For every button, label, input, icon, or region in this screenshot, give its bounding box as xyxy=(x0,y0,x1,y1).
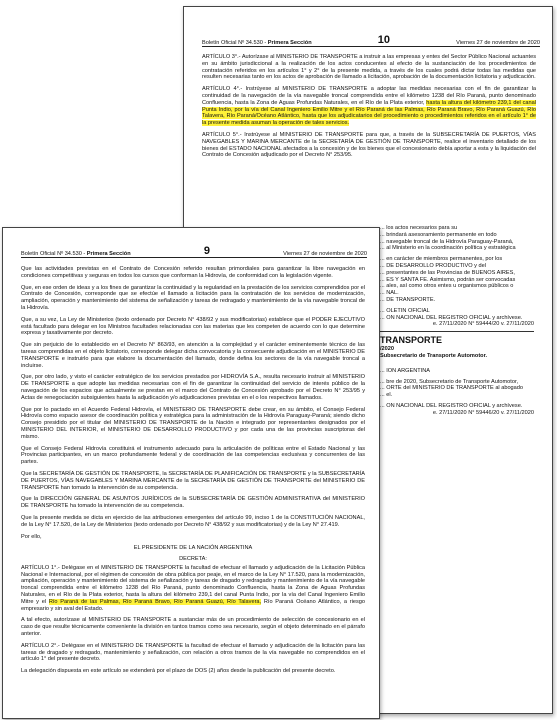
front-page xyxy=(2,227,380,719)
publication-date: Viernes 27 de noviembre de 2020 xyxy=(456,40,540,46)
paragraph: Que el Consejo Federal Hidrovía constituirá el instrumento adecuado para la articulación de políticas entre el Estado Nacional y las Provincias participantes, en un marco profundamente federal y de coordinación de las competencias exclusivas y concurrentes de las partes. xyxy=(21,445,365,466)
paragraph: Que las actividades previstas en el Contrato de Concesión referido resultan primordiales para garantizar la libre navegación en condiciones competitivas y seguras en todos los cursos que conforman la Hidrovía, de conformidad con la legislación vigente. xyxy=(21,266,365,279)
publication-name: Boletín Oficial Nº 34.530 xyxy=(202,40,263,46)
publication-name: Boletín Oficial Nº 34.530 xyxy=(21,251,82,257)
article-2: ARTÍCULO 2°.- Delégase en el MINISTERIO DE TRANSPORTE la facultad de efectuar el llamado y adjudicación de la licitación para las tareas de dragado y redragado, mantenimiento y señalización, con relación a otros tramos de la vía navegable no comprendidos en el artículo 1° del presente decreto. xyxy=(21,642,365,663)
highlighted-text: Río Paraná de las Palmas, Río Paraná Bravo, Río Paraná Guazú, Río Talavera, xyxy=(48,598,262,605)
paragraph: Que por lo pactado en el Acuerdo Federal Hidrovía, el MINISTERIO DE TRANSPORTE debe crear, en su ámbito, el Consejo Federal Hidrovía como espacio asesor de coordinación política y estratégica para la administración de la Hidrovía Paraguay-Paraná; siendo dicho Consejo presidido por el titular del MINISTERIO DE TRANSPORTE de la Nación e integrado por representantes designados por el MINISTERIO DEL INTERIOR, el MINISTERIO DE DESARROLLO PRODUCTIVO y por cada una de las provincias suscriptoras del mismo. xyxy=(21,406,365,440)
article-5: ARTÍCULO 5°.- Instrúyese al MINISTERIO DE TRANSPORTE para que, a través de la SUBSECRETARÍA DE PUERTOS, VÍAS NAVEGABLES Y MARINA MERCANTE de la SECRETARÍA DE GESTIÓN DE TRANSPORTE, realice el inventario detallado de los bienes del ESTADO NACIONAL afectados a la concesión y de los bienes que el concesionario debía aportar a esta y la liquidación del Contrato de Concesión adjudicado por el Decreto N° 253/95. xyxy=(202,131,536,159)
article-1: ARTÍCULO 1°.- Delégase en el MINISTERIO DE TRANSPORTE la facultad de efectuar el llamado y adjudicación de la Licitación Pública Nacional e Internacional, por el régimen de concesión de obra pública por peaje, en el marco de la Ley N° 17.520, para la modernización, ampliación, operación y mantenimiento del sistema de señalización y tareas de dragado y redragado y mantenimiento de la vía navegable troncal comprendida entre el kilómetro 1238 del Río Paraná, punto denominado Confluencia, hasta la Zona de Aguas Profundas Naturales, en el Río de la Plata exterior, hasta la altura del kilómetro 239,1 del canal Punta Indio, por la vía del Canal Ingeniero Emilio Mitre y el Río Paraná de las Palmas, Río Paraná Bravo, Río Paraná Guazú, Río Talavera, Río Paraná Océano Atlántico, a riesgo empresario y sin aval del Estado. xyxy=(21,564,365,612)
paragraph: Que la DIRECCIÓN GENERAL DE ASUNTOS JURÍDICOS de la SUBSECRETARÍA DE GESTIÓN ADMINISTRATIVA del MINISTERIO DE TRANSPORTE ha tomado la intervención de su competencia. xyxy=(21,496,365,510)
paragraph: Que la presente medida se dicta en ejercicio de las atribuciones emergentes del artículo 99, inciso 1 de la CONSTITUCIÓN NACIONAL, de la Ley N° 17.520, de la Ley de Ministerios (texto ordenado por Decreto N° 438/92 y sus modificatorias) y de la Ley N° 27.419. xyxy=(21,514,365,528)
article-3: ARTÍCULO 3°.- Autorízase al MINISTERIO DE TRANSPORTE a instruir a las empresas y entes del Sector Público Nacional actuantes en su ámbito jurisdiccional a la realización de los actos conducentes al efecto de la sustanciación de los procedimientos de contratación referidos en los artículos 1° y 2° de la presente medida, a través de los cuales podrá dictar todas las medidas que resulten necesarias tanto en los actos de aprobación de llamado a licitación, aprobación de la documentación licitatoria y adjudicación. xyxy=(202,54,536,81)
page-number: 9 xyxy=(203,245,210,257)
paragraph: Que, por otro lado, y visto el carácter estratégico de los servicios prestados por HIDROVÍA S.A., resulta necesario instruir al MINISTERIO DE TRANSPORTE a que adopte las medidas necesarias con el fin de garantizar la continuidad del servicio de interés público de la navegación de los espacios que actualmente se prestan en el marco del Contrato de Concesión aprobado por el Decreto N° 253/95 y Actas de renegociación subsiguientes hasta la adjudicación y/o adjudicaciones previstas en el o los respectivos llamados. xyxy=(21,374,365,401)
decreta-heading: DECRETA: xyxy=(179,556,207,563)
publication-date: Viernes 27 de noviembre de 2020 xyxy=(283,251,367,257)
paragraph: La delegación dispuesta en este artículo se extenderá por el plazo de DOS (2) años desde la publicación del presente decreto. xyxy=(21,668,336,675)
paragraph: Por ello, xyxy=(21,533,42,540)
paragraph: A tal efecto, autorízase al MINISTERIO DE TRANSPORTE a sustanciar más de un procedimiento de selección de concesionario en el caso de que resulte técnicamente conveniente la división en tantos tramos como sea necesario, según el objeto determinado en el párrafo anterior. xyxy=(21,617,365,638)
president-heading: EL PRESIDENTE DE LA NACIÓN ARGENTINA xyxy=(133,545,253,552)
paragraph: Que, a su vez, La Ley de Ministerios (texto ordenado por Decreto N° 438/92 y sus modificatorias) establece que el PODER EJECUTIVO está facultado para delegar en los Ministros facultades relacionadas con las materias que les competen de acuerdo con lo que determine expresa y taxativamente por decreto. xyxy=(21,316,365,337)
highlighted-text: hasta la altura del kilómetro 239,1 del canal Punta Indio, por la vía del Canal Ingeniero Emilio Mitre y el Río Paraná de las Palmas, Río Paraná Bravo, Río Paraná Guazú, Río Talavera, Río Paraná/Océano Atlántico, hasta que los adjudicatarios del procedimiento o procedimientos referidos en el artículo 1° de la presente medida asuman la operación de tales servicios. xyxy=(202,99,536,127)
section-name: Primera Sección xyxy=(86,251,131,257)
page-header: Boletín Oficial Nº 34.530 - Primera Sección 9 Viernes 27 de noviembre de 2020 xyxy=(21,242,367,258)
section-name: Primera Sección xyxy=(267,40,312,46)
page-body xyxy=(21,266,365,680)
paragraph: Que, en ese orden de ideas y a los fines de garantizar la continuidad y la regularidad en la prestación de los servicios comprendidos por el Contrato de Concesión, corresponde que se efectúe el llamado a licitación para la contratación de los servicios de modernización, ampliación, operación y mantenimiento del sistema de señalización y tareas de redragado y mantenimiento de la vía navegable troncal de la Hidrovía. xyxy=(21,284,365,311)
divider xyxy=(380,331,534,332)
page-number: 10 xyxy=(377,34,390,46)
page-header: Boletín Oficial Nº 34.530 - Primera Sección 10 Viernes 27 de noviembre de 2020 xyxy=(202,31,540,47)
article-4: ARTÍCULO 4°.- Instrúyese al MINISTERIO DE TRANSPORTE a adoptar las medidas necesarias con el fin de garantizar la continuidad de la navegación de la vía navegable troncal comprendida entre el kilómetro 1238 del Río Paraná, punto denominado Confluencia, hasta la Zona de Aguas Profundas Naturales, en el Río de la Plata exterior, hasta la altura del kilómetro 239,1 del canal Punta Indio, por la vía del Canal Ingeniero Emilio Mitre y el Río Paraná de las Palmas, Río Paraná Bravo, Río Paraná Guazú, Río Talavera, Río Paraná/Océano Atlántico, hasta que los adjudicatarios del procedimiento o procedimientos referidos en el artículo 1° de la presente medida asuman la operación de tales servicios. xyxy=(202,86,536,127)
paragraph: Que sin perjuicio de lo establecido en el Decreto N° 863/93, en atención a la complejidad y el carácter eminentemente técnico de las tareas comprendidas en el objeto licitatorio, corresponde delegar dicha convocatoria y la consecuente adjudicación en el MINISTERIO DE TRANSPORTE e instruirlo para que elabore la documentación del llamado, donde defina los sectores de la vía navegable troncal a incluirse. xyxy=(21,342,365,369)
page-body xyxy=(202,54,536,164)
publication-reference: e. 27/11/2020 N° 59446/20 v. 27/11/2020 xyxy=(432,409,534,416)
right-column: ... los actos necesarios para su ... brindará asesoramiento permanente en todo ... navegable troncal de la Hidrovía Paraguay-Paraná, ... al Ministerio en la coordinación política y estratégica ... en carácter de miembros permanentes, por los ... DE DESARROLLO PRODUCTIVO y del ... presentantes de las Provincias de BUENOS AIRES, ... ES Y SANTA FE. Asimismo, podrán ser convocadas ... ales, así como otros entes u organismos públicos o ... NAL. ... DE TRANSPORTE. ... OLETÍN OFICIAL ... ÓN NACIONAL DEL REGISTRO OFICIAL y archívese. e. 27/11/2020 N° 59444/20 v. 27/11/2020 TRANSPORTE /2020 Subsecretario de Transporte Automotor. ... IÓN ARGENTINA ... bre de 2020, Subsecretario de Transporte Automotor, ... ORTE del MINISTERIO DE TRANSPORTE al abogado ... el. ... ÓN NACIONAL DEL REGISTRO OFICIAL y archívese. e. 27/11/2020 N° 59446/20 v. 27/11/2020 xyxy=(380,225,534,416)
publication-reference: e. 27/11/2020 N° 59444/20 v. 27/11/2020 xyxy=(432,321,534,328)
paragraph: Que la SECRETARÍA DE GESTIÓN DE TRANSPORTE, la SECRETARÍA DE PLANIFICACIÓN DE TRANSPORTE y la SUBSECRETARÍA DE PUERTOS, VÍAS NAVEGABLES Y MARINA MERCANTE de la SECRETARÍA DE GESTIÓN DE TRANSPORTE del MINISTERIO DE TRANSPORTE han tomado la intervención de su competencia. xyxy=(21,470,365,491)
section-heading: TRANSPORTE xyxy=(380,335,443,346)
